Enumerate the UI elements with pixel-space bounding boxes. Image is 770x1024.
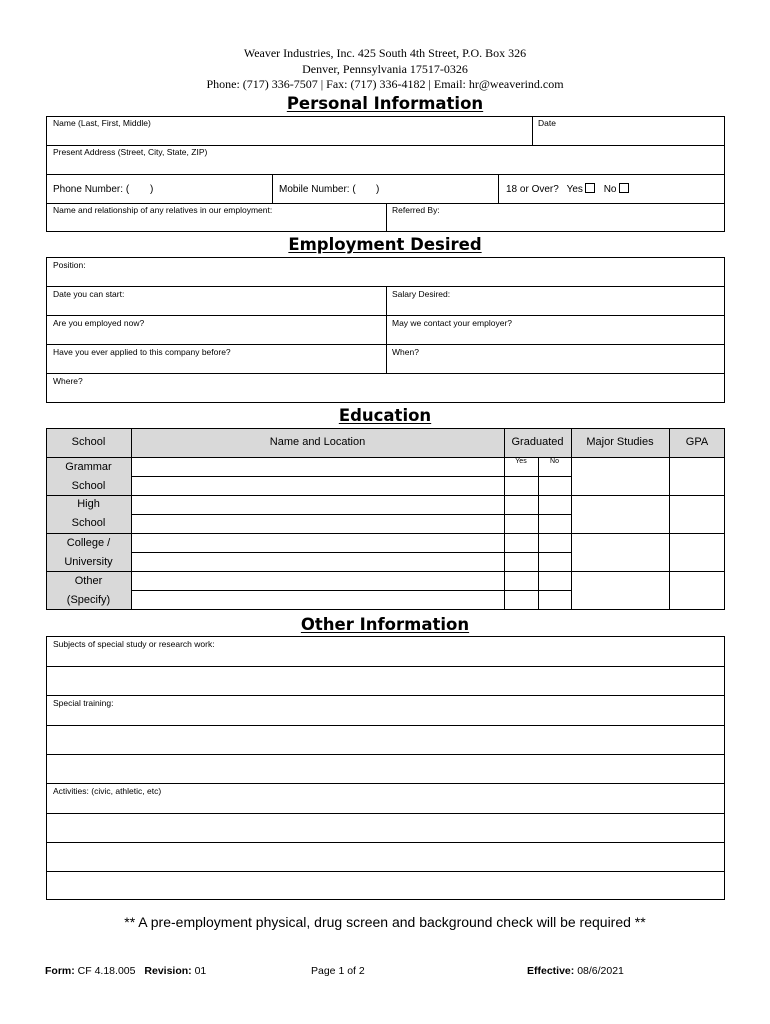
divider — [46, 571, 725, 572]
school-header: School — [71, 436, 106, 448]
address-field-label: Present Address (Street, City, State, ZIP) — [53, 147, 208, 157]
phone-field-label: Phone Number: ( — [53, 184, 130, 195]
divider — [46, 533, 725, 534]
divider — [46, 666, 725, 667]
activities-label: Activities: (civic, athletic, etc) — [53, 786, 162, 796]
company-contact-line: Phone: (717) 336-7507 | Fax: (717) 336-4182 | Email: hr@weaverind.com — [206, 77, 564, 91]
divider — [131, 552, 571, 553]
personal-info-title: Personal Information — [286, 94, 484, 113]
divider — [46, 754, 725, 755]
employed-now-field[interactable] — [50, 329, 382, 342]
form-label: Form: — [45, 965, 75, 977]
form-value: CF 4.18.005 — [77, 965, 136, 977]
contact-employer-label: May we contact your employer? — [392, 318, 512, 328]
divider — [46, 783, 725, 784]
start-date-label: Date you can start: — [53, 289, 125, 299]
college-cell — [46, 534, 131, 572]
divider — [386, 203, 387, 232]
special-training-label: Special training: — [53, 698, 114, 708]
effective-value: 08/6/2021 — [577, 965, 624, 977]
divider — [46, 373, 725, 374]
salary-label: Salary Desired: — [392, 289, 451, 299]
school-label-line1: Grammar — [65, 461, 112, 473]
divider — [669, 428, 670, 610]
effective-date — [527, 965, 624, 977]
divider — [46, 813, 725, 814]
school-label-line2: University — [64, 556, 113, 568]
divider — [571, 428, 572, 610]
where-label: Where? — [53, 376, 83, 386]
school-label-line1: Other — [74, 575, 103, 587]
phone-field[interactable] — [158, 180, 268, 198]
divider — [131, 476, 571, 477]
applied-before-label: Have you ever applied to this company before? — [53, 347, 231, 357]
school-label-line2: School — [71, 517, 106, 529]
over18-question — [506, 183, 631, 196]
employment-title: Employment Desired — [288, 235, 482, 254]
mobile-paren: ) — [376, 184, 380, 195]
pre-employment-notice: ** A pre-employment physical, drug screen and background check will be required ** — [124, 914, 646, 930]
divider — [46, 174, 725, 175]
address-field[interactable] — [50, 159, 721, 172]
start-date-field[interactable] — [50, 300, 382, 313]
graduated-no-header: No — [550, 458, 559, 465]
referred-field-label: Referred By: — [392, 205, 440, 215]
date-field-label: Date — [538, 118, 556, 128]
grammar-school-cell — [46, 458, 131, 496]
phone-paren: ) — [150, 184, 154, 195]
referred-field[interactable] — [390, 217, 721, 230]
revision-value: 01 — [194, 965, 207, 977]
school-label-line2: (Specify) — [66, 594, 111, 606]
revision-label: Revision: — [144, 965, 192, 977]
divider — [46, 495, 725, 496]
graduated-header: Graduated — [511, 436, 564, 448]
over18-no-checkbox[interactable] — [619, 183, 629, 193]
high-school-cell — [46, 495, 131, 533]
form-number — [45, 965, 206, 977]
divider — [504, 428, 505, 610]
effective-label: Effective: — [527, 965, 575, 977]
when-label: When? — [392, 347, 419, 357]
salary-field[interactable] — [390, 300, 721, 313]
special-study-label: Subjects of special study or research work: — [53, 639, 215, 649]
divider — [46, 145, 725, 146]
name-field-label: Name (Last, First, Middle) — [53, 118, 151, 128]
name-location-header: Name and Location — [269, 436, 366, 448]
relatives-field[interactable] — [50, 217, 382, 230]
divider — [272, 174, 273, 203]
divider — [131, 590, 571, 591]
applied-before-field[interactable] — [50, 358, 382, 371]
divider — [386, 286, 387, 373]
date-field[interactable] — [536, 130, 721, 143]
school-label-line1: College / — [66, 537, 111, 549]
position-field[interactable] — [50, 271, 721, 284]
divider — [46, 725, 725, 726]
other-school-cell — [46, 572, 131, 610]
company-address-line: Weaver Industries, Inc. 425 South 4th Street, P.O. Box 326 — [243, 46, 527, 60]
divider — [131, 428, 132, 610]
contact-employer-field[interactable] — [390, 329, 721, 342]
major-studies-header: Major Studies — [586, 436, 654, 448]
divider — [532, 116, 533, 145]
divider — [498, 174, 499, 203]
education-title: Education — [338, 406, 432, 425]
other-info-box — [46, 636, 725, 900]
position-field-label: Position: — [53, 260, 86, 270]
company-city-line: Denver, Pennsylvania 17517-0326 — [302, 62, 468, 76]
gpa-header: GPA — [685, 436, 709, 448]
over18-label: 18 or Over? — [506, 184, 559, 195]
mobile-field[interactable] — [384, 180, 494, 198]
school-label-line2: School — [71, 480, 106, 492]
school-label-line1: High — [77, 498, 100, 510]
over18-yes-label: Yes — [566, 184, 583, 195]
relatives-field-label: Name and relationship of any relatives in our employment: — [53, 205, 273, 215]
over18-yes-checkbox[interactable] — [585, 183, 595, 193]
divider — [46, 695, 725, 696]
mobile-field-label: Mobile Number: ( — [279, 184, 356, 195]
divider — [131, 514, 571, 515]
employed-now-label: Are you employed now? — [53, 318, 145, 328]
over18-no-label: No — [603, 184, 617, 195]
divider — [46, 457, 725, 458]
name-field[interactable] — [50, 130, 528, 143]
where-field[interactable] — [50, 387, 721, 400]
other-info-title: Other Information — [300, 615, 470, 634]
graduated-yes-header: Yes — [515, 458, 527, 465]
divider — [46, 842, 725, 843]
when-field[interactable] — [390, 358, 721, 371]
page-number: Page 1 of 2 — [311, 965, 365, 977]
divider — [46, 871, 725, 872]
